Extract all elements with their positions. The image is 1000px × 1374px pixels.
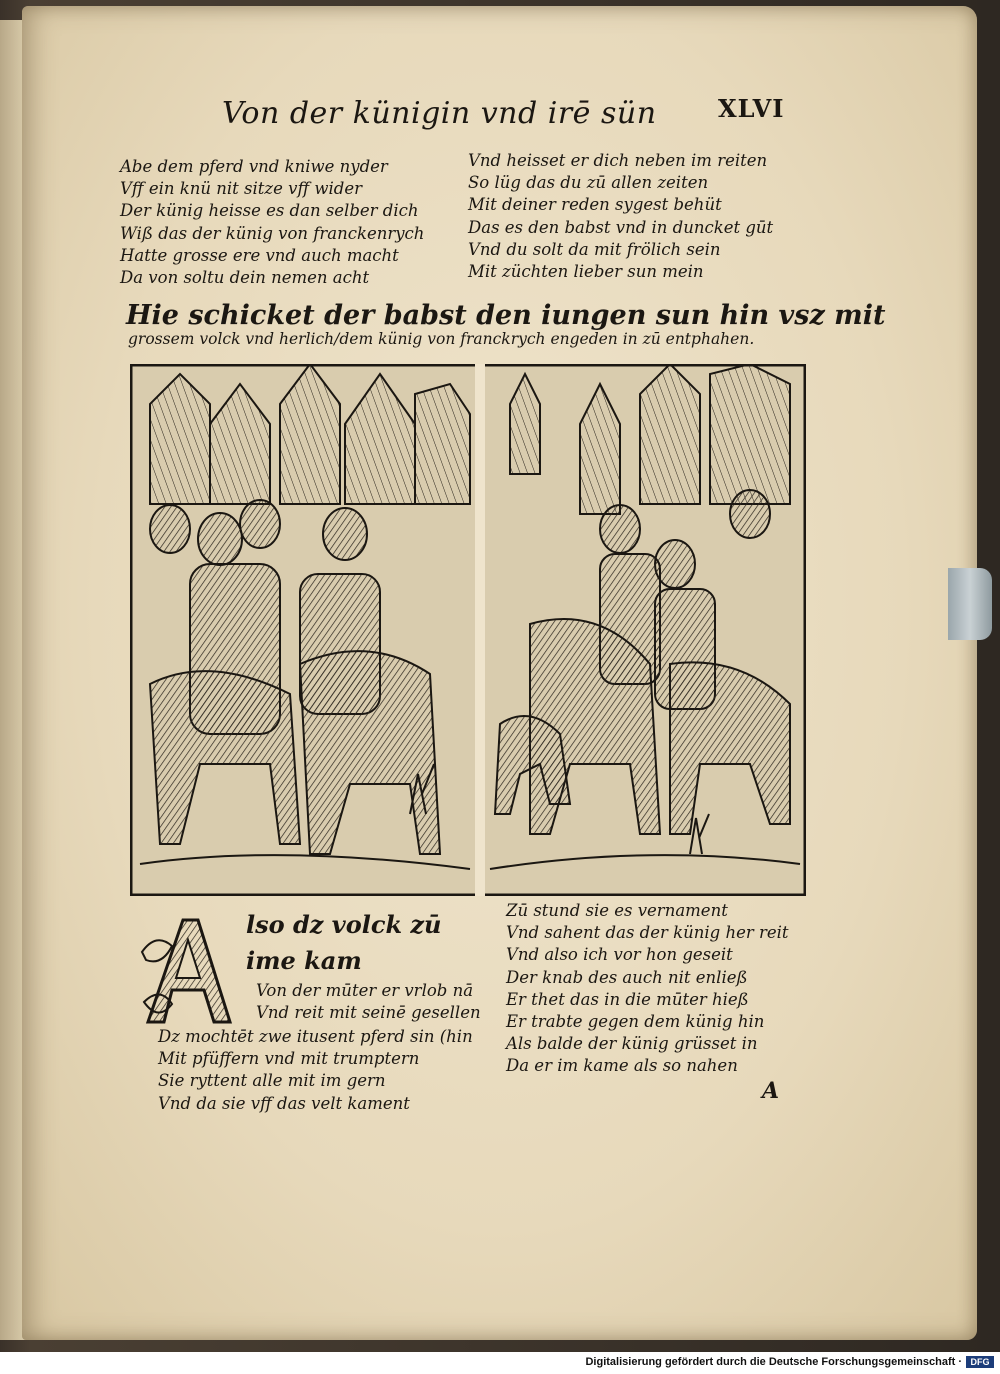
section-heading: Hie schicket der babst den iungen sun hin vsz mit (126, 300, 886, 331)
verse-line: Vnd heisset er dich neben im reiten (468, 151, 768, 170)
verse-line: Vnd sahent das der künig her reit (506, 923, 789, 943)
verse-line: Als balde der künig grüsset in (506, 1034, 758, 1054)
verse-line: Da von soltu dein nemen acht (120, 267, 370, 287)
verse-line: Mit züchten lieber sun mein (468, 261, 704, 281)
verse-line: Wiß das der künig von franckenrych (120, 223, 425, 243)
verse-bottom-right (506, 900, 789, 1078)
verse-line: Mit pfüffern vnd mit trumptern (158, 1049, 420, 1069)
woodcut-illustration (130, 364, 806, 896)
verse-line: Er trabte gegen dem künig hin (506, 1011, 765, 1031)
running-title: Von der künigin vnd irē sün (222, 96, 657, 131)
verse-line: Vnd also ich vor hon geseit (506, 945, 733, 965)
verse-top-left (120, 156, 424, 289)
verse-line: Vnd du solt da mit frölich sein (468, 239, 721, 259)
verse-line: Das es den babst vnd in duncket gūt (468, 217, 774, 237)
verse-line: So lüg das du zū allen zeiten (468, 173, 709, 193)
decorated-initial-a (138, 912, 238, 1030)
verse-line: Hatte grosse ere vnd auch macht (120, 245, 399, 265)
funding-credit: Digitalisierung gefördert durch die Deutsche Forschungsgemeinschaft · (585, 1356, 962, 1368)
verse-line: Sie ryttent alle mit im gern (158, 1071, 386, 1091)
opening-line-2: ime kam (246, 946, 362, 975)
verse-line: Dz mochtēt zwe itusent pferd sin (hin (158, 1027, 473, 1046)
verse-bottom-left (158, 1026, 473, 1115)
catchword: A (762, 1078, 780, 1104)
verse-line: Vnd da sie vff das velt kament (158, 1093, 410, 1113)
verse-line: Mit deiner reden sygest behüt (468, 195, 722, 215)
verse-line: Der künig heisse es dan selber dich (120, 201, 419, 221)
clip-tab (948, 568, 992, 640)
folio-number: XLVI (718, 94, 785, 123)
verse-line: Abe dem pferd vnd kniwe nyder (120, 157, 388, 176)
verse-line: Da er im kame als so nahen (506, 1056, 738, 1076)
verse-line: Vff ein knü nit sitze vff wider (120, 179, 362, 199)
verse-line: Der knab des auch nit enließ (506, 967, 748, 987)
verse-line: Zū stund sie es vernament (506, 901, 728, 920)
verse-bottom-left-indented (256, 980, 481, 1024)
verse-line: Von der mūter er vrlob nā (256, 981, 474, 1000)
verse-line: Er thet das in die mūter hieß (506, 989, 749, 1009)
opening-line-1: lso dz volck zū (246, 910, 442, 939)
verse-top-right (468, 150, 773, 283)
section-subheading: grossem volck vnd herlich/dem künig von franckrych engeden in zū entphahen. (128, 330, 755, 348)
verse-line: Vnd reit mit seinē gesellen (256, 1003, 481, 1023)
dfg-logo: DFG (966, 1356, 994, 1368)
